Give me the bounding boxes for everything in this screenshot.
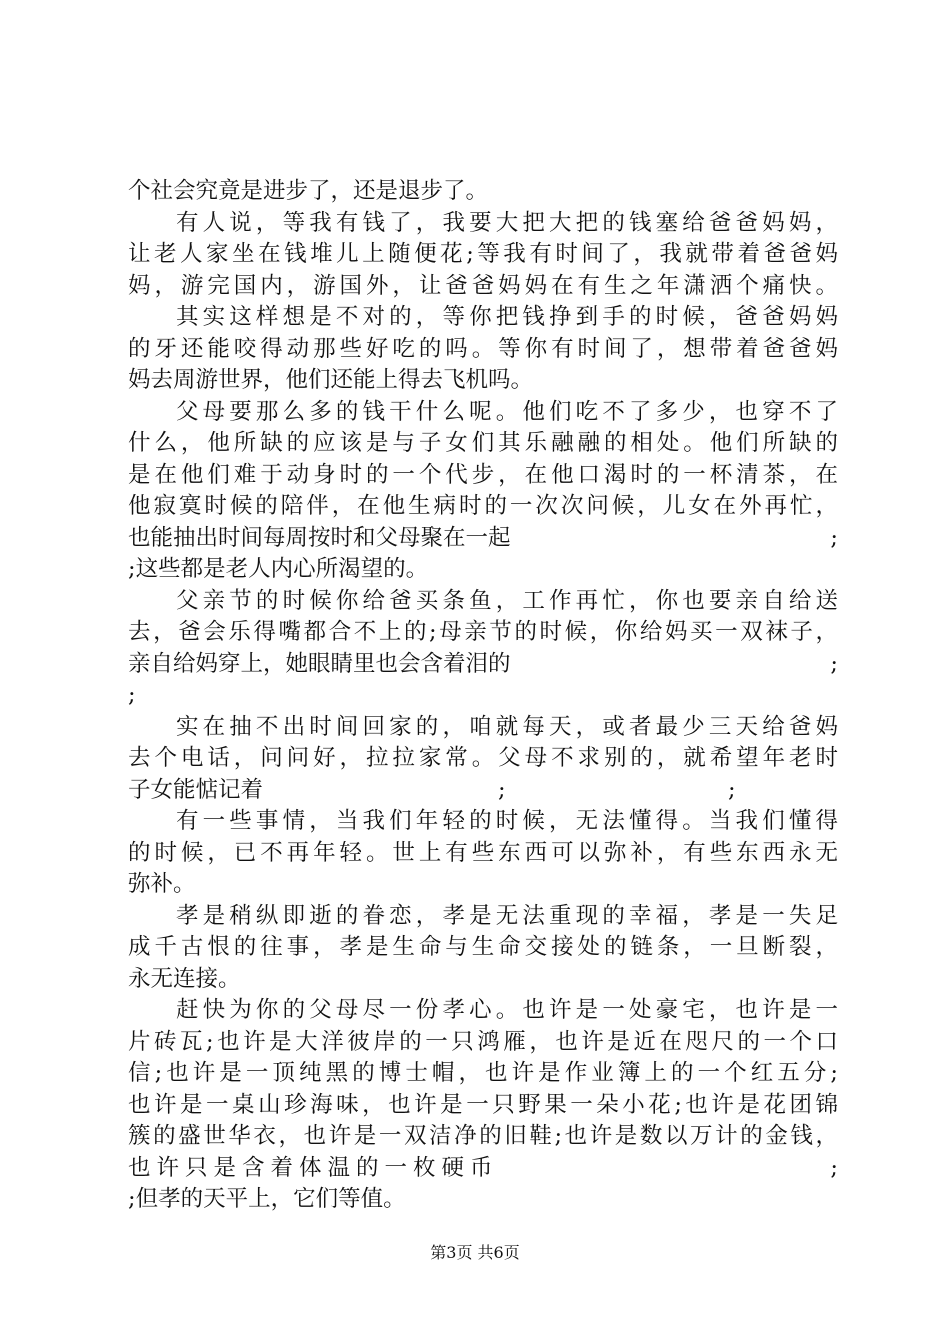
text-line: 永无连接。 bbox=[128, 965, 241, 992]
text-line: 个社会究竟是进步了，还是退步了。 bbox=[128, 178, 489, 204]
body-text bbox=[128, 176, 838, 1216]
text-line: 有人说，等我有钱了，我要大把大把的钱塞给爸爸妈妈， bbox=[176, 209, 838, 236]
text-line: 其实这样想是不对的，等你把钱挣到手的时候，爸爸妈妈 bbox=[176, 304, 838, 330]
text-line bbox=[128, 523, 838, 555]
text-line: 去，爸会乐得嘴都合不上的;母亲节的时候，你给妈买一双袜子， bbox=[128, 619, 838, 645]
text-line: 妈去周游世界，他们还能上得去飞机吗。 bbox=[128, 367, 534, 393]
text-line-content: 亲自给妈穿上，她眼睛里也会含着泪的 bbox=[128, 650, 511, 677]
semicolon-mark: ; bbox=[830, 524, 838, 551]
text-line: ;这些都是老人内心所渴望的。 bbox=[128, 556, 429, 582]
text-line: 孝是稍纵即逝的眷恋，孝是无法重现的幸福，孝是一失足 bbox=[176, 902, 838, 929]
text-line: 信;也许是一顶纯黑的博士帽，也许是作业簿上的一个红五分; bbox=[128, 1060, 838, 1086]
text-line: ;但孝的天平上，它们等值。 bbox=[128, 1186, 406, 1212]
text-line: 是在他们难于动身时的一个代步，在他口渴时的一杯清茶，在 bbox=[128, 461, 838, 488]
text-line: 实在抽不出时间回家的，咱就每天，或者最少三天给爸妈 bbox=[176, 713, 838, 740]
text-line bbox=[128, 649, 838, 681]
text-line: 簇的盛世华衣，也许是一双洁净的旧鞋;也许是数以万计的金钱， bbox=[128, 1123, 838, 1149]
semicolon-mark: ; bbox=[830, 650, 838, 677]
text-line: 也许是一桌山珍海味，也许是一只野果一朵小花;也许是花团锦 bbox=[128, 1091, 838, 1118]
text-line: 去个电话，问问好，拉拉家常。父母不求别的，就希望年老时 bbox=[128, 745, 838, 771]
semicolon-mark: ; bbox=[498, 776, 506, 803]
text-line bbox=[128, 775, 838, 807]
text-line: 弥补。 bbox=[128, 871, 196, 897]
text-line: 片砖瓦;也许是大洋彼岸的一只鸿雁，也许是近在咫尺的一个口 bbox=[128, 1028, 838, 1055]
text-line: 的时候，已不再年轻。世上有些东西可以弥补，有些东西永无 bbox=[128, 839, 838, 866]
text-line-content: 子女能惦记着 bbox=[128, 776, 264, 803]
text-line-content: 也能抽出时间每周按时和父母聚在一起 bbox=[128, 524, 511, 551]
text-line bbox=[128, 1153, 838, 1185]
text-line: 成千古恨的往事，孝是生命与生命交接处的链条，一旦断裂， bbox=[128, 934, 838, 960]
semicolon-mark: ; bbox=[728, 776, 736, 803]
text-line: 什么，他所缺的应该是与子女们其乐融融的相处。他们所缺的 bbox=[128, 430, 838, 456]
text-line: 让老人家坐在钱堆儿上随便花;等我有时间了，我就带着爸爸妈 bbox=[128, 241, 838, 267]
text-line: 妈，游完国内，游国外，让爸爸妈妈在有生之年潇洒个痛快。 bbox=[128, 272, 838, 299]
page-footer: 第3页 共6页 bbox=[430, 1243, 520, 1262]
text-line: 父亲节的时候你给爸买条鱼，工作再忙，你也要亲自给送 bbox=[176, 587, 838, 614]
text-line: 的牙还能咬得动那些好吃的吗。等你有时间了，想带着爸爸妈 bbox=[128, 335, 838, 362]
text-line: 他寂寞时候的陪伴，在他生病时的一次次问候，儿女在外再忙， bbox=[128, 493, 838, 519]
text-line: 有一些事情，当我们年轻的时候，无法懂得。当我们懂得 bbox=[176, 808, 838, 834]
semicolon-mark: ; bbox=[830, 1154, 838, 1181]
text-line: 赶快为你的父母尽一份孝心。也许是一处豪宅，也许是一 bbox=[176, 997, 838, 1023]
text-line: ; bbox=[128, 682, 136, 708]
text-line-content: 也许只是含着体温的一枚硬币 bbox=[128, 1154, 499, 1181]
text-line: 父母要那么多的钱干什么呢。他们吃不了多少，也穿不了 bbox=[176, 398, 838, 425]
